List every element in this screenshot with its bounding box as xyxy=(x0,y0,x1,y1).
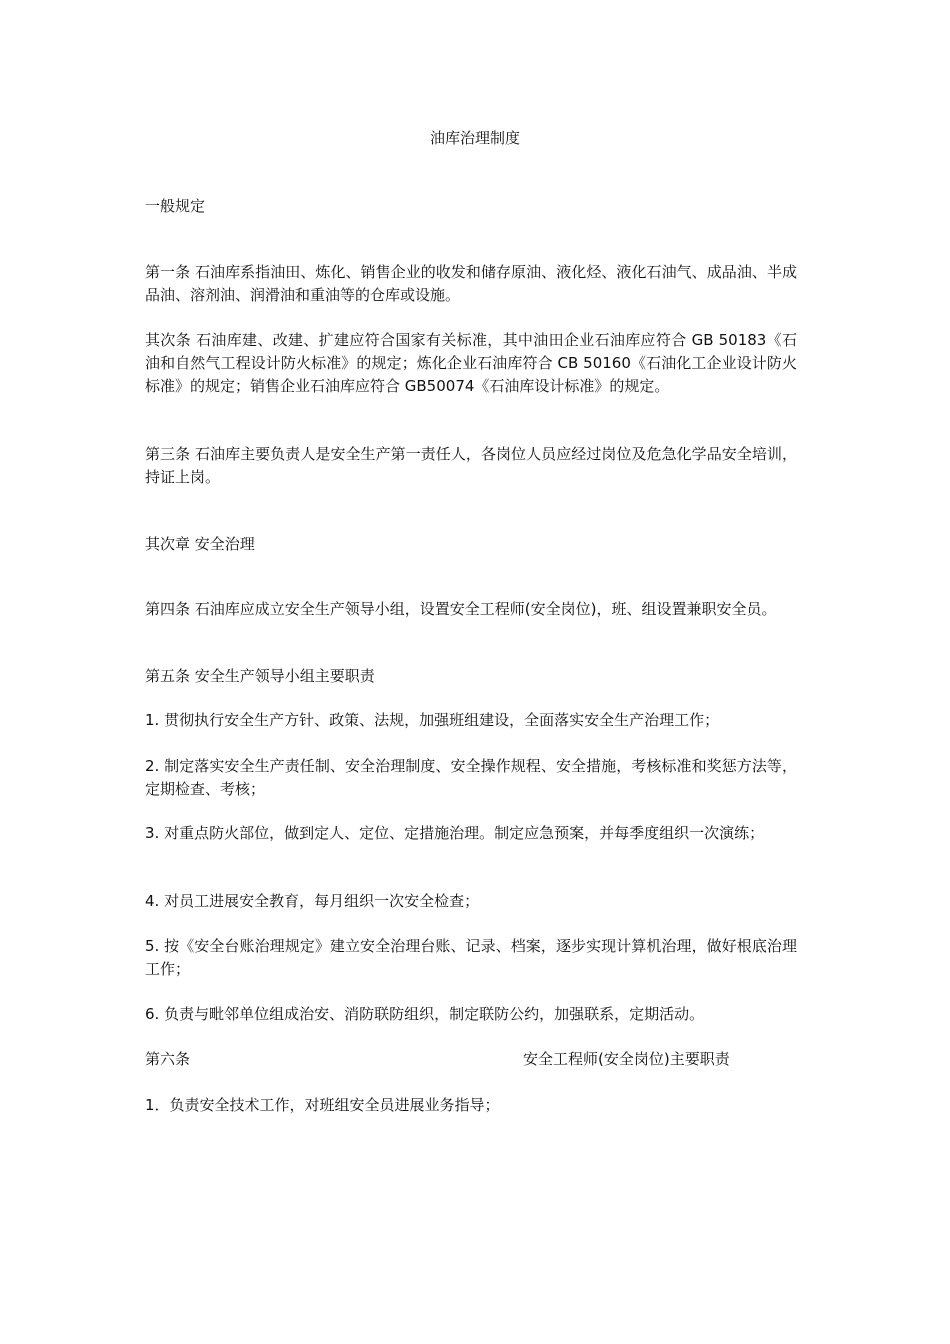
article-5-item-3: 3. 对重点防火部位，做到定人、定位、定措施治理。制定应急预案，并每季度组织一次演练； xyxy=(145,824,765,842)
article-5-item-1: 1. 贯彻执行安全生产方针、政策、法规，加强班组建设，全面落实安全生产治理工作； xyxy=(145,711,720,729)
article-5-item-2: 2. 制定落实安全生产责任制、安全治理制度、安全操作规程、安全措施，考核标准和奖惩方法等，定期检查、考核； xyxy=(145,757,797,798)
article-6-heading xyxy=(145,1048,797,1071)
article-6-item-1: 1．负责安全技术工作，对班组安全员进展业务指导； xyxy=(145,1096,500,1114)
article-6-title: 安全工程师(安全岗位)主要职责 xyxy=(523,1050,730,1068)
article-1: 第一条 石油库系指油田、炼化、销售企业的收发和储存原油、液化烃、液化石油气、成品油、半成品油、溶剂油、润滑油和重油等的仓库或设施。 xyxy=(145,263,797,304)
article-5: 第五条 安全生产领导小组主要职责 xyxy=(145,667,375,685)
article-3: 第三条 石油库主要负责人是安全生产第一责任人，各岗位人员应经过岗位及危急化学品安全培训，持证上岗。 xyxy=(145,445,797,486)
article-6-label: 第六条 xyxy=(145,1050,191,1068)
article-2: 其次条 石油库建、改建、扩建应符合国家有关标准，其中油田企业石油库应符合 GB 50183《石油和自然气工程设计防火标准》的规定；炼化企业石油库符合 CB 50160《石油化工企业设计防火标准》的规定；销售企业石油库应符合 GB50074《石油库设计标准》的规定。 xyxy=(145,331,797,395)
article-5-item-6: 6. 负责与毗邻单位组成治安、消防联防组织，制定联防公约，加强联系，定期活动。 xyxy=(145,1005,705,1023)
article-5-item-4: 4. 对员工进展安全教育，每月组织一次安全检查； xyxy=(145,892,480,910)
document-title: 油库治理制度 xyxy=(429,129,520,147)
article-5-item-5: 5. 按《安全台账治理规定》建立安全治理台账、记录、档案，逐步实现计算机治理，做好根底治理工作； xyxy=(145,937,797,978)
chapter-2-heading: 其次章 安全治理 xyxy=(145,535,255,553)
section-heading-general: 一般规定 xyxy=(145,197,206,215)
article-4: 第四条 石油库应成立安全生产领导小组，设置安全工程师(安全岗位)，班、组设置兼职安全员。 xyxy=(145,600,777,618)
